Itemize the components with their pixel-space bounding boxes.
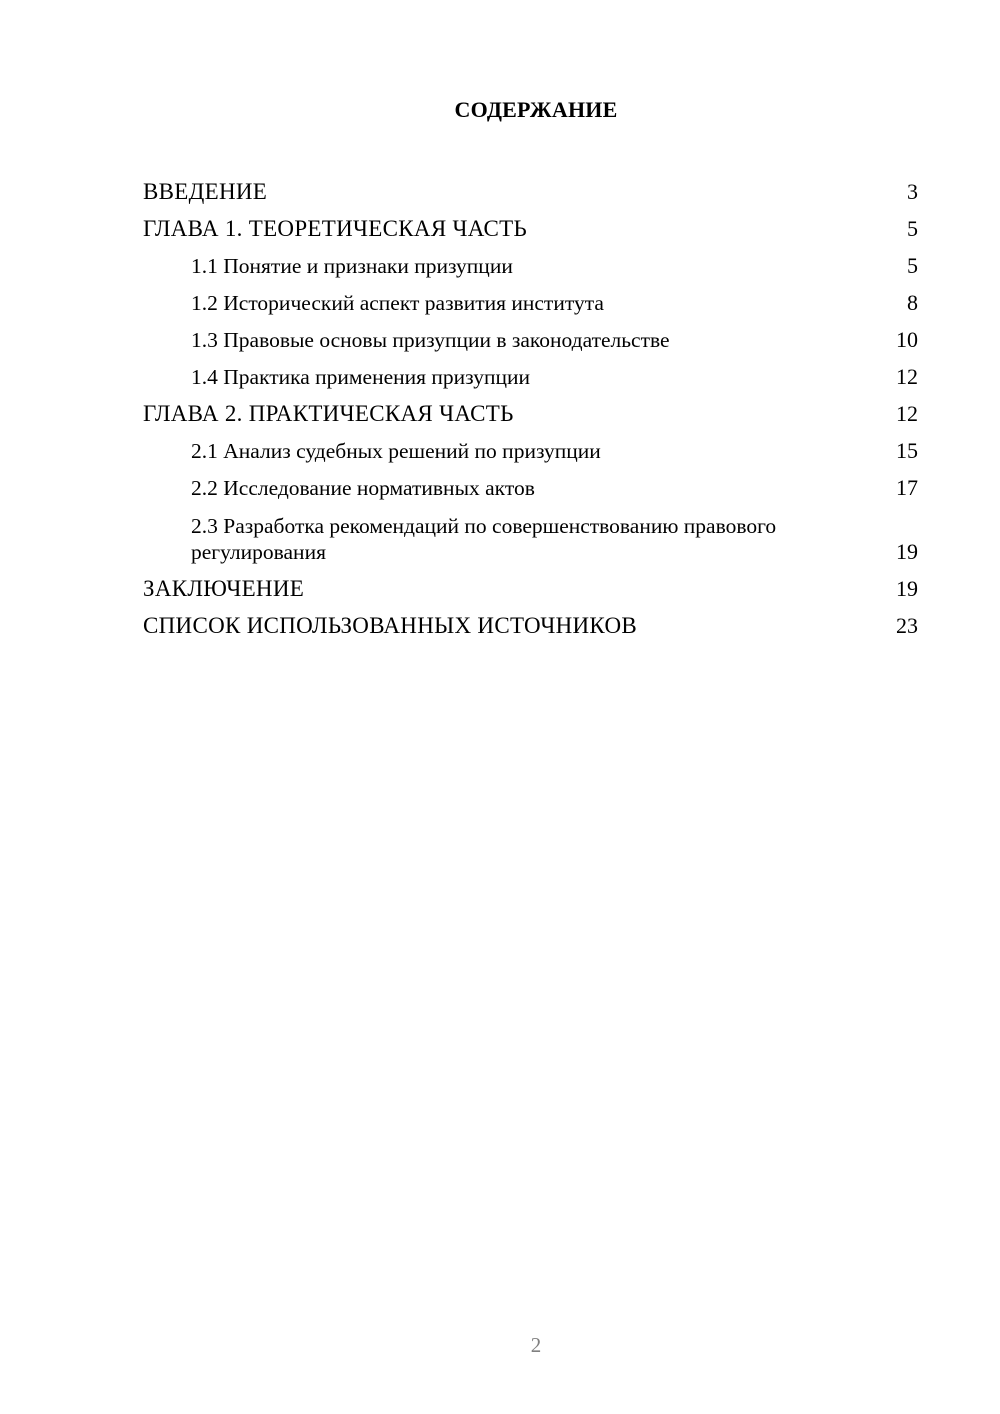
toc-entry-section-1-4[interactable]	[143, 355, 918, 392]
toc-entry-page: 8	[907, 290, 918, 315]
toc-entry-page: 15	[896, 438, 918, 463]
toc-entry-text: 2.3 Разработка рекомендаций по совершенствованию правового регулирования	[191, 514, 777, 564]
toc-entry-introduction[interactable]	[143, 170, 918, 207]
page-number: 2	[530, 1333, 542, 1357]
toc-entry-page: 17	[896, 475, 918, 500]
toc-entry-text: 1.4 Практика применения призупции	[191, 365, 530, 389]
toc-entry-section-1-3[interactable]	[143, 318, 918, 355]
toc-entry-section-2-2[interactable]	[143, 466, 918, 503]
toc-entry-page: 10	[896, 327, 918, 352]
toc-entry-conclusion[interactable]	[143, 567, 918, 604]
toc-entry-text: 1.1 Понятие и признаки призупции	[191, 254, 513, 278]
toc-entry-text: 2.1 Анализ судебных решений по призупции	[191, 439, 601, 463]
toc-entry-page: 5	[907, 216, 918, 241]
toc-entry-page: 23	[896, 613, 918, 638]
toc-entry-text: ЗАКЛЮЧЕНИЕ	[143, 576, 305, 601]
toc-entry-chapter-1[interactable]	[143, 207, 918, 244]
toc-entry-text: ВВЕДЕНИЕ	[143, 179, 268, 204]
toc-entry-text: ГЛАВА 2. ПРАКТИЧЕСКАЯ ЧАСТЬ	[143, 401, 514, 426]
toc-entry-text: СПИСОК ИСПОЛЬЗОВАННЫХ ИСТОЧНИКОВ	[143, 613, 638, 638]
toc-entry-page: 19	[896, 576, 918, 601]
toc-entry-text: 1.3 Правовые основы призупции в законодательстве	[191, 328, 670, 352]
toc-entry-references[interactable]	[143, 604, 918, 641]
toc-entry-section-1-1[interactable]	[143, 244, 918, 281]
toc-entry-page: 19	[896, 539, 918, 564]
toc-entry-page: 5	[907, 253, 918, 278]
toc-entry-page: 12	[896, 401, 918, 426]
toc-entry-section-2-1[interactable]	[143, 429, 918, 466]
table-of-contents	[143, 170, 918, 641]
toc-entry-section-2-3[interactable]	[143, 503, 918, 567]
toc-entry-page: 12	[896, 364, 918, 389]
toc-entry-text: 2.2 Исследование нормативных актов	[191, 476, 535, 500]
toc-entry-chapter-2[interactable]	[143, 392, 918, 429]
toc-entry-text: ГЛАВА 1. ТЕОРЕТИЧЕСКАЯ ЧАСТЬ	[143, 216, 528, 241]
page-title: СОДЕРЖАНИЕ	[454, 97, 618, 122]
toc-entry-text: 1.2 Исторический аспект развития института	[191, 291, 604, 315]
toc-entry-page: 3	[907, 179, 918, 204]
toc-entry-section-1-2[interactable]	[143, 281, 918, 318]
